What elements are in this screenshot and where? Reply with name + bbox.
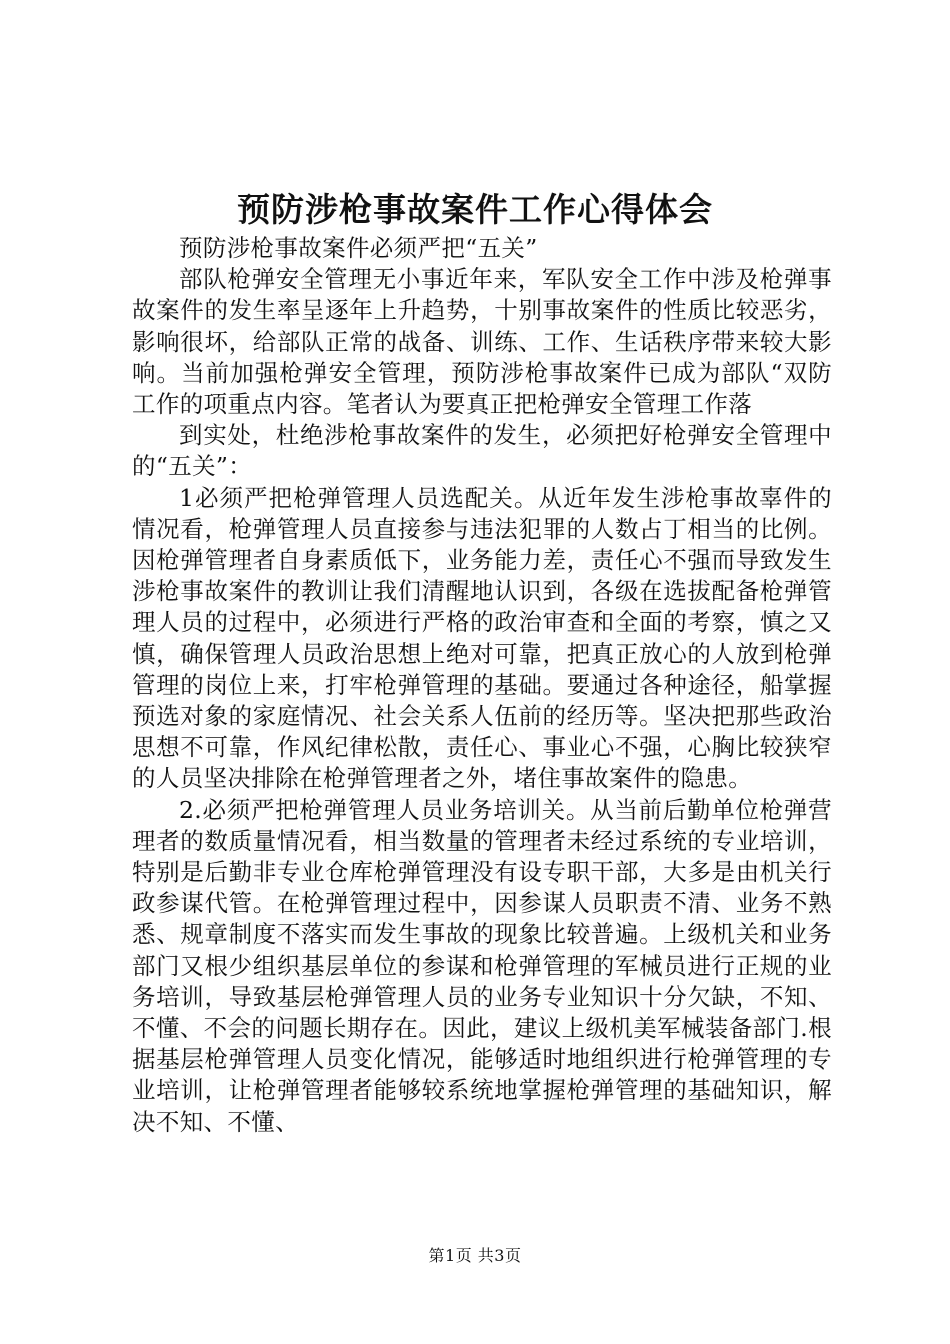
document-body <box>132 233 832 1138</box>
page-number-footer: 第1页 共3页 <box>428 1246 522 1265</box>
paragraph-intro-continued: 到实处，杜绝涉枪事故案件的发生，必须把好枪弹安全管理中的“五关”： <box>132 421 832 481</box>
document-title: 预防涉枪事故案件工作心得体会 <box>237 190 713 229</box>
paragraph-point-2: 2.必须严把枪弹管理人员业务培训关。从当前后勤单位枪弹营理者的数质量情况看，相当数量的管理者未经过系统的专业培训，特别是后勤非专业仓库枪弹管理没有设专职干部，大多是由机关行政参谋代管。在枪弹管理过程中，因参谋人员职责不清、业务不熟悉、规章制度不落实而发生事故的现象比较普遍。上级机关和业务部门又根少组织基层单位的参谋和枪弹管理的军械员进行正规的业务培训，导致基层枪弹管理人员的业务专业知识十分欠缺，不知、不懂、不会的问题长期存在。因此，建议上级机美军械装备部门.根据基层枪弹管理人员变化情况，能够适时地组织进行枪弹管理的专业培训，让枪弹管理者能够较系统地掌握枪弹管理的基础知识，解决不知、不懂、 <box>132 795 832 1136</box>
paragraph-intro: 部队枪弹安全管理无小事近年来，军队安全工作中涉及枪弹事故案件的发生率呈逐年上升趋势，十别事故案件的性质比较恶劣，影响很坏，给部队正常的战备、训练、工作、生话秩序带来较大影响。当前加强枪弹安全管理，预防涉枪事故案件已成为部队“双防工作的项重点内容。笔者认为要真正把枪弹安全管理工作落 <box>132 265 832 419</box>
paragraph-subheading: 预防涉枪事故案件必须严把“五关” <box>179 234 538 262</box>
paragraph-point-1: 1必须严把枪弹管理人员选配关。从近年发生涉枪事故辜件的情况看，枪弹管理人员直接参与违法犯罪的人数占丁相当的比例。因枪弹管理者自身素质低下，业务能力差，责任心不强而导致发生涉枪事故案件的教训让我们清醒地认识到，各级在选拔配备枪弹管理人员的过程中，必须进行严格的政治审查和全面的考察，慎之又慎，确保管理人员政治思想上绝对可靠，把真正放心的人放到枪弹管理的岗位上来，打牢枪弹管理的基础。要通过各种途径，船掌握预选对象的家庭情况、社会关系人伍前的经历等。坚决把那些政治思想不可靠，作风纪律松散，责任心、事业心不强，心胸比较狭窄的人员坚决排除在枪弹管理者之外，堵住事故案件的隐患。 <box>132 483 832 793</box>
